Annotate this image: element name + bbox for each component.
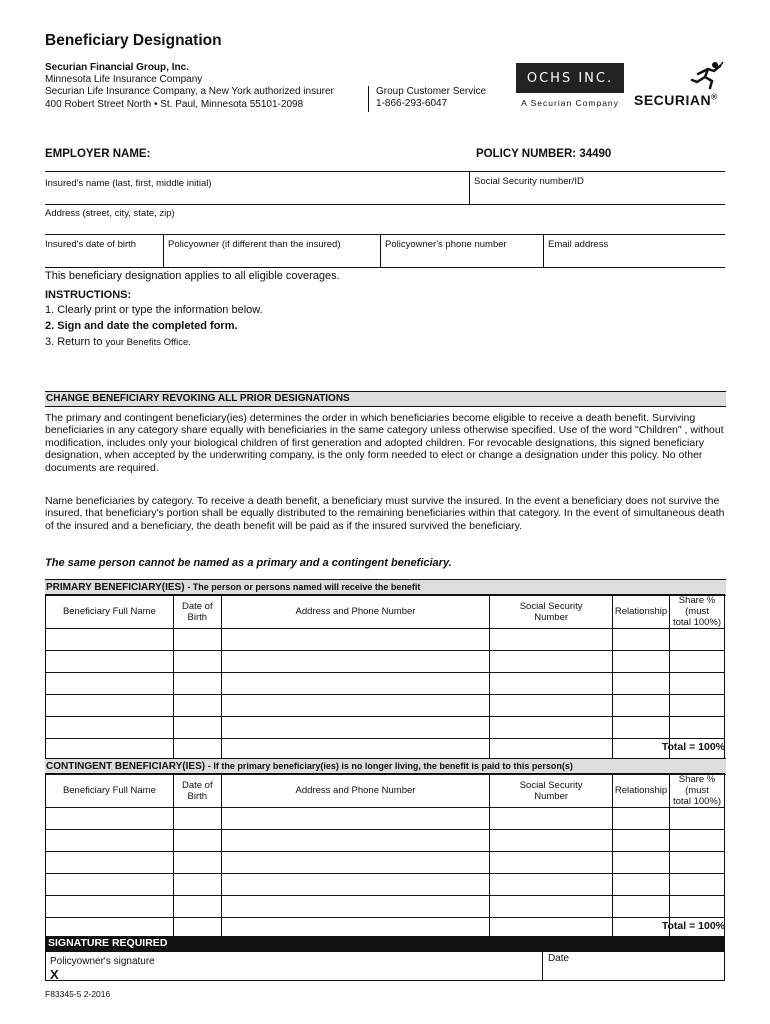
col-share-2: total 100%) (672, 796, 722, 807)
ssn-field[interactable]: Social Security number/ID (474, 176, 584, 187)
cell-input[interactable] (46, 830, 174, 852)
instruction-step3 (45, 336, 191, 348)
col-name: Beneficiary Full Name (46, 774, 174, 808)
table-header-row (46, 774, 725, 808)
cell-input[interactable] (221, 874, 489, 896)
table-row[interactable] (46, 808, 725, 830)
col-share-2: total 100%) (672, 617, 722, 628)
divider (163, 234, 164, 267)
cell-input[interactable] (613, 874, 670, 896)
cell-input[interactable] (490, 852, 613, 874)
cell-input[interactable] (490, 717, 613, 739)
cell-input[interactable] (221, 651, 489, 673)
bullet: • (153, 98, 158, 110)
col-dob-2: Birth (187, 790, 208, 802)
dob-field[interactable]: Insured's date of birth (45, 239, 137, 250)
cell-input[interactable] (613, 695, 670, 717)
col-address: Address and Phone Number (221, 595, 489, 629)
signature-box (45, 951, 725, 981)
divider (45, 267, 725, 268)
securian-logo (634, 92, 718, 108)
company-name: Securian Financial Group, Inc. (45, 62, 189, 73)
securian-wordmark: SECURIAN (634, 92, 712, 108)
cell-input[interactable] (173, 808, 221, 830)
table-row[interactable] (46, 852, 725, 874)
cell-input[interactable] (173, 651, 221, 673)
cell-input[interactable] (46, 673, 174, 695)
company-info (45, 62, 334, 111)
cell-input[interactable] (46, 896, 174, 918)
table-row[interactable] (46, 629, 725, 651)
email-field[interactable]: Email address (548, 239, 609, 250)
insured-name-field[interactable]: Insured's name (last, first, middle initial) (45, 178, 212, 189)
col-dob (173, 595, 221, 629)
primary-beneficiary-table (45, 594, 725, 761)
col-ssn (490, 774, 613, 808)
employer-name-label: EMPLOYER NAME: (45, 148, 151, 160)
cell-input[interactable] (613, 651, 670, 673)
col-ssn-1: Social Security (519, 600, 583, 612)
col-ssn-1: Social Security (519, 779, 583, 791)
instructions-heading: INSTRUCTIONS: (45, 289, 132, 301)
divider (380, 234, 381, 267)
cell-input[interactable] (173, 695, 221, 717)
cell-input[interactable] (613, 852, 670, 874)
divider (469, 171, 470, 204)
registered-mark: ® (711, 92, 718, 102)
divider (543, 234, 544, 267)
cell-input[interactable] (670, 717, 725, 739)
cell-input[interactable] (670, 830, 725, 852)
cell-input[interactable] (46, 808, 174, 830)
contingent-heading: CONTINGENT BENEFICIARY(IES) (46, 761, 206, 772)
signature-label: Policyowner's signature (50, 956, 155, 967)
policy-number-value: 34490 (579, 148, 612, 160)
cell-input[interactable] (490, 830, 613, 852)
col-share-1: Share % (must (678, 595, 716, 617)
col-share-1: Share % (must (678, 774, 716, 796)
group-service-label: Group Customer Service (376, 86, 487, 97)
date-field[interactable]: Date (548, 953, 570, 964)
policy-number-label: POLICY NUMBER: (476, 148, 577, 160)
cell-input[interactable] (670, 695, 725, 717)
table-row[interactable] (46, 874, 725, 896)
primary-total: Total = 100% (661, 741, 725, 753)
col-relationship: Relationship (613, 774, 670, 808)
cell-input[interactable] (670, 874, 725, 896)
col-ssn-2: Number (534, 611, 569, 623)
primary-heading: PRIMARY BENEFICIARY(IES) (46, 582, 185, 593)
cell-input[interactable] (173, 717, 221, 739)
cell-input[interactable] (613, 673, 670, 695)
company-address-line (45, 99, 334, 111)
cell-input[interactable] (670, 808, 725, 830)
divider (45, 234, 725, 235)
instruction-step3-prefix: 3. Return to (45, 336, 103, 348)
divider (45, 204, 725, 205)
cell-input[interactable] (490, 673, 613, 695)
col-share (670, 774, 725, 808)
form-number: F83345-5 2-2016 (45, 989, 111, 999)
divider (45, 171, 725, 172)
instruction-step1: 1. Clearly print or type the information below. (45, 304, 263, 316)
cell-input[interactable] (46, 651, 174, 673)
policyowner-phone-field[interactable]: Policyowner's phone number (385, 239, 507, 250)
col-dob-1: Date of (181, 779, 213, 791)
contingent-beneficiary-table (45, 773, 725, 940)
col-relationship: Relationship (613, 595, 670, 629)
company-line3: Securian Life Insurance Company, a New York authorized insurer (45, 86, 334, 98)
cell-input[interactable] (490, 874, 613, 896)
cell-input[interactable] (221, 808, 489, 830)
address-field[interactable]: Address (street, city, state, zip) (45, 208, 175, 219)
cell-input[interactable] (490, 808, 613, 830)
form-title: Beneficiary Designation (45, 32, 222, 49)
col-dob-1: Date of (181, 600, 213, 612)
cell-input[interactable] (490, 695, 613, 717)
company-city: St. Paul, Minnesota 55101-2098 (160, 98, 304, 110)
instruction-step3-suffix: your Benefits Office. (105, 337, 191, 348)
cell-input[interactable] (613, 896, 670, 918)
cell-input[interactable] (173, 874, 221, 896)
policy-number (476, 148, 611, 160)
cell-input[interactable] (670, 629, 725, 651)
cell-input[interactable] (613, 717, 670, 739)
cell-input[interactable] (613, 629, 670, 651)
cell-input[interactable] (46, 874, 174, 896)
group-service-phone: 1-866-293-6047 (376, 98, 448, 110)
cell-input[interactable] (173, 852, 221, 874)
signature-heading: SIGNATURE REQUIRED (45, 936, 725, 951)
cell-input[interactable] (670, 673, 725, 695)
instruction-step2: 2. Sign and date the completed form. (45, 320, 238, 332)
cell-input[interactable] (490, 629, 613, 651)
cell-input[interactable] (221, 695, 489, 717)
applies-note: This beneficiary designation applies to all eligible coverages. (45, 270, 340, 282)
cell-input[interactable] (173, 830, 221, 852)
table-row[interactable] (46, 830, 725, 852)
table-row[interactable] (46, 673, 725, 695)
table-header-row (46, 595, 725, 629)
cell-input[interactable] (173, 896, 221, 918)
table-row[interactable] (46, 717, 725, 739)
cell-input[interactable] (46, 717, 174, 739)
paragraph-1: The primary and contingent beneficiary(ies) determines the order in which beneficiaries become eligible to receive a death benefit. Surviving beneficiaries in any category share equally with beneficiaries in the same category unless otherwise specified. Use of the word "Children" , without modification, includes only your biological children of first generation and adopted children. For revocable designations, this signed beneficiary designation, when accepted by the underwriting company, is the only form needed to elect or change a designation under this policy. No other documents are required. (45, 412, 724, 474)
cell-input[interactable] (221, 673, 489, 695)
cell-input[interactable] (670, 651, 725, 673)
cell-input[interactable] (613, 830, 670, 852)
col-ssn-2: Number (534, 790, 569, 802)
cell-input[interactable] (173, 629, 221, 651)
cell-input[interactable] (46, 852, 174, 874)
col-ssn (490, 595, 613, 629)
warning-text: The same person cannot be named as a primary and a contingent beneficiary. (45, 557, 452, 569)
table-row[interactable] (46, 896, 725, 918)
cell-input[interactable] (221, 852, 489, 874)
table-row[interactable] (46, 651, 725, 673)
table-row[interactable] (46, 695, 725, 717)
cell-input[interactable] (221, 629, 489, 651)
cell-input[interactable] (46, 695, 174, 717)
contingent-total: Total = 100% (661, 920, 725, 932)
primary-desc: - The person or persons named will receive the benefit (187, 582, 421, 592)
signature-field[interactable]: X (50, 967, 59, 982)
header-divider (368, 86, 369, 112)
change-beneficiary-heading: CHANGE BENEFICIARY REVOKING ALL PRIOR DESIGNATIONS (45, 391, 726, 407)
col-name: Beneficiary Full Name (46, 595, 174, 629)
ochs-logo: OCHS INC. (516, 63, 624, 93)
cell-input[interactable] (670, 852, 725, 874)
runner-logo-icon (688, 60, 726, 90)
company-line2: Minnesota Life Insurance Company (45, 74, 203, 86)
policyowner-field[interactable]: Policyowner (if different than the insured) (168, 239, 341, 250)
company-address: 400 Robert Street North (45, 98, 152, 110)
col-address: Address and Phone Number (221, 774, 489, 808)
cell-input[interactable] (221, 830, 489, 852)
contingent-desc: - If the primary beneficiary(ies) is no longer living, the benefit is paid to this person(s) (207, 761, 573, 771)
cell-input[interactable] (490, 651, 613, 673)
cell-input[interactable] (46, 629, 174, 651)
cell-input[interactable] (490, 896, 613, 918)
group-service (376, 86, 486, 110)
cell-input[interactable] (173, 673, 221, 695)
ochs-subtitle: A Securian Company (521, 98, 619, 108)
cell-input[interactable] (221, 717, 489, 739)
divider (542, 952, 543, 980)
col-share (670, 595, 725, 629)
cell-input[interactable] (670, 896, 725, 918)
cell-input[interactable] (613, 808, 670, 830)
col-dob-2: Birth (187, 611, 208, 623)
cell-input[interactable] (221, 896, 489, 918)
col-dob (173, 774, 221, 808)
paragraph-2: Name beneficiaries by category. To receive a death benefit, a beneficiary must survive the insured. In the event a beneficiary does not survive the insured, that beneficiary's portion shall be equally distributed to the remaining beneficiaries within that category. In the event of simultaneous death of the insured and a beneficiary, the death benefit will be paid as if the insured survived the beneficiary. (45, 495, 725, 532)
